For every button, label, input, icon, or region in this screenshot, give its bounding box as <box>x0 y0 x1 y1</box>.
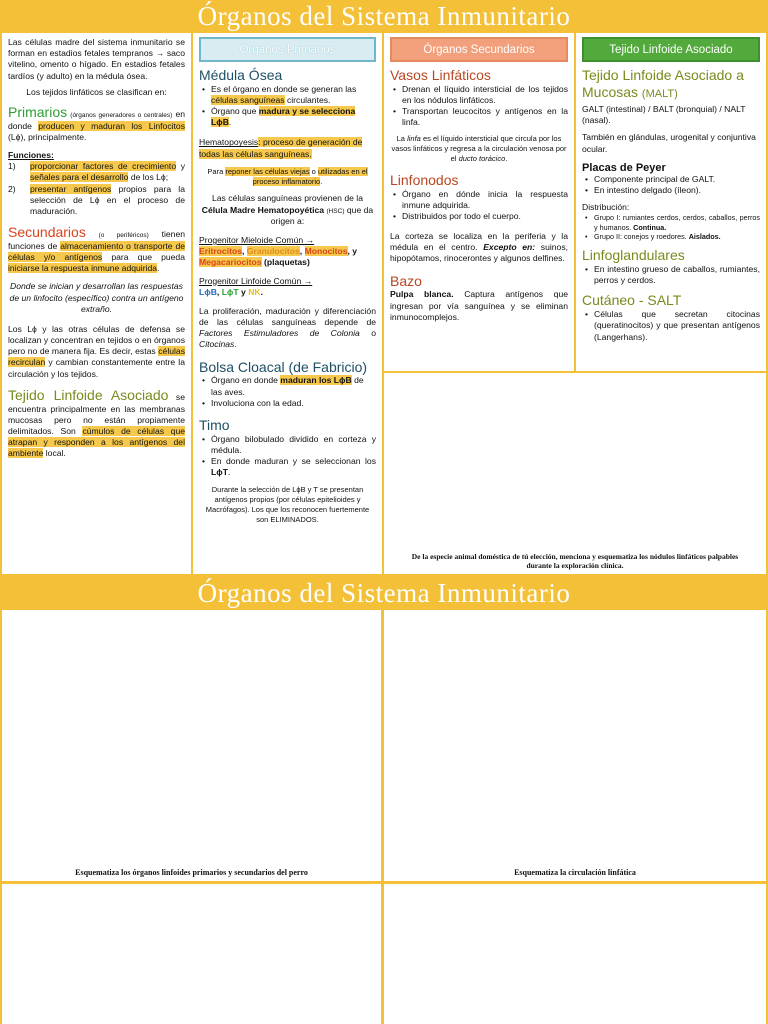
peyer-item: • Componente principal de GALT. <box>582 174 760 185</box>
bolsa-item <box>199 375 376 397</box>
intro-paragraph: Las células madre del sistema inmunitario se forman en estadios fetales tempranos → saco vitelino, omento o hígado. En estadios fetales tardíos (y adulto) en la médula ósea. <box>8 37 185 81</box>
hsc-bold: Célula Madre Hematopoyética <box>201 204 325 215</box>
plaquetas-label: (plaquetas) <box>263 257 310 268</box>
tambien-text: También en glándulas, urogenital y conjuntiva ocular. <box>582 132 756 154</box>
linfoglandulares-list <box>582 264 760 286</box>
salt-list <box>582 309 760 343</box>
grupo-text: Grupo II: conejos y roedores. <box>594 231 687 241</box>
column-primarios <box>193 33 382 574</box>
tla-highlight: cúmulos de células que atrapan y responden a los antígenos del ambiente <box>8 425 185 459</box>
tla-title: Tejido Linfoide Asociado <box>8 386 169 403</box>
vasos-title: Vasos Linfáticos <box>390 67 491 83</box>
funcion-text: de los Lϕ; <box>130 172 169 183</box>
monocitos-label: Monocitos <box>304 246 348 257</box>
reponer-end: . <box>320 176 323 186</box>
timo-item: • En donde maduran y se seleccionan los LϕT. <box>199 456 376 478</box>
salt-title: Cutáneo - SALT <box>582 292 682 309</box>
column-secundarios <box>384 33 574 371</box>
grupo-bold: Continua. <box>633 222 667 232</box>
hsc-note: (HSC) <box>326 207 345 215</box>
primarios-title: Primarios <box>8 103 68 120</box>
lphi-paragraph <box>8 324 185 380</box>
linfa-italic: linfa <box>407 134 421 144</box>
drawing-area-blank-left[interactable] <box>2 884 381 1024</box>
bazo-desc: Captura antígenos que ingresan por vía sanguínea y se eliminan inmunocomplejos. <box>390 289 569 322</box>
hematopoyesis-highlight: : proceso de generación de todas las células sanguíneas. <box>199 137 363 159</box>
primarios-note: (órganos generadores o centrales) <box>70 111 173 119</box>
secundarios-highlight: iniciarse la respuesta inmune adquirida <box>8 263 158 274</box>
medula-item <box>199 106 376 128</box>
primarios-post: (Lϕ), principalmente. <box>8 131 87 142</box>
funciones-list <box>8 161 185 217</box>
mieloide-title: Progenitor Mieloide Común → <box>199 235 315 246</box>
prolif-mid: o <box>371 328 377 339</box>
linfoglandulares-item: • En intestino grueso de caballos, rumiantes, perros y cerdos. <box>582 264 760 286</box>
medula-title: Médula Ósea <box>199 67 283 83</box>
corteza-italic: Excepto en: <box>483 242 536 253</box>
header-primarios: Órganos Primarios <box>199 37 376 62</box>
salt-item: • Células que secretan citocinas (queratinocitos) y que presentan antígenos (Langerhans). <box>582 309 760 343</box>
grupo-item <box>582 213 760 232</box>
linfa-end: ducto torácico <box>458 153 506 163</box>
hsc-pre: Las células sanguíneas provienen de la <box>212 193 363 204</box>
timo-item: • Órgano bilobulado dividido en corteza y médula. <box>199 434 376 456</box>
linfa-mid: es el líquido intersticial que circula por los vasos linfáticos y regresa a la circulación venosa por el <box>391 134 567 163</box>
peyer-item: • En intestino delgado (íleon). <box>582 185 760 196</box>
prolif-pre: La proliferación, maduración y diferenciación de las células sanguíneas depende de <box>199 305 376 328</box>
item-text: Es el órgano en donde se generan las <box>211 83 357 94</box>
linfoide-cells: LϕB, LϕT y NK. <box>199 286 264 297</box>
secundarios-pre: tienen funciones de <box>8 229 186 251</box>
funciones-title: Funciones: <box>8 150 54 160</box>
bazo-title: Bazo <box>390 272 422 289</box>
bazo-bold: Pulpa blanca. <box>390 289 454 300</box>
linfoide-title: Progenitor Linfoide Común → <box>199 275 313 286</box>
medula-list <box>199 84 376 129</box>
funcion-item <box>8 184 185 218</box>
linfonodos-title: Linfonodos <box>390 171 459 188</box>
drawing-area-circulacion[interactable] <box>384 610 766 881</box>
task-nodulos-caption: De la especie animal doméstica de tú elección, menciona y esquematiza los nódulos linfáticos palpables durante la exploración clínica. <box>411 551 739 571</box>
drawing-area-organos-perro[interactable] <box>2 610 381 881</box>
grupo-bold: Aislados. <box>688 231 721 241</box>
funcion-number: 1) <box>8 161 16 172</box>
proliferacion-text: La proliferación, maduración y diferenciación de las células sanguíneas depende de Factores Estimuladores de Colonia o Citocinas. <box>199 305 377 350</box>
item-text: Órgano en donde <box>211 375 278 386</box>
item-highlight: maduran los LϕB <box>280 375 352 386</box>
lphi-highlight: células recirculan <box>8 346 186 368</box>
drawing-area-blank-right[interactable] <box>384 884 766 1024</box>
conj-label: y <box>241 286 246 297</box>
lphi-post: y cambian constantemente entre la circulación y los tejidos. <box>8 357 185 379</box>
item-highlight: madura y se selecciona LϕB <box>211 106 356 128</box>
peyer-list <box>582 174 760 196</box>
item-text: . <box>228 117 232 128</box>
tla-post: local. <box>45 448 66 459</box>
tla-paragraph <box>8 387 185 460</box>
linfoglandulares-title: Linfoglandulares <box>582 247 685 264</box>
hematopoyesis-text <box>199 137 376 159</box>
corteza-post: suinos, hipopótamos, rinocerontes y algunos delfines. <box>390 242 569 264</box>
corteza-text <box>390 231 568 265</box>
item-text: circulantes. <box>286 94 331 105</box>
item-highlight: células sanguíneas <box>211 94 285 105</box>
timo-list <box>199 434 376 479</box>
reponer-highlight: utilizadas en el proceso inflamatorio <box>252 166 368 186</box>
secundarios-highlight: almacenamiento o transporte de células y/o antígenos <box>8 240 186 262</box>
tla-pre: se encuentra principalmente en las membranas mucosas pero no están propiamente delimitados. Son <box>8 391 185 436</box>
mieloide-cells: Eritrocitos, Granulocitos, Monocitos, y Megacariocitos (plaquetas) <box>199 246 358 268</box>
funcion-item <box>8 161 185 183</box>
malt-title <box>582 67 760 101</box>
header-tla: Tejido Linfoide Asociado <box>582 37 760 62</box>
primarios-highlight: producen y maduran los Linfocitos <box>38 120 185 131</box>
medula-item <box>199 84 376 106</box>
timo-note: Durante la selección de LϕB y T se presentan antígenos propios (por células epitelioides y Macrófagos). Los que los reconocen fuertemente son ELIMINADOS. <box>205 485 370 524</box>
megacariocitos-label: Megacariocitos <box>199 257 262 268</box>
hsc-post: que da origen a: <box>270 204 374 226</box>
item-bold: LϕT <box>211 467 228 478</box>
secundarios-title: Secundarios <box>8 224 86 241</box>
corteza-pre: La corteza se localiza en la periferia y la médula en el centro. <box>390 231 568 253</box>
secundarios-mid: para que pueda <box>111 252 185 262</box>
top-banner: Órganos del Sistema Inmunitario <box>0 0 768 32</box>
caption-organos-perro: Esquematiza los órganos linfoides primarios y secundarios del perro <box>75 868 308 877</box>
lt-label: LϕT <box>221 286 239 297</box>
secundarios-note: (o periféricos) <box>98 232 149 240</box>
item-text: Órgano que <box>211 106 257 117</box>
funcion-text: y <box>180 161 186 172</box>
prolif-italic: Citocinas <box>199 339 235 350</box>
drawing-area-nodulos[interactable] <box>384 373 766 574</box>
lb-label: LϕB <box>199 286 217 297</box>
funcion-number: 2) <box>8 183 16 194</box>
linfonodos-list <box>390 189 568 223</box>
granulocitos-label: Granulocitos <box>246 246 300 257</box>
grupo-item <box>582 232 760 241</box>
primarios-pre: en donde <box>8 108 186 131</box>
linfonodos-item: • Distribuidos por todo el cuerpo. <box>390 211 568 222</box>
bazo-text <box>390 289 568 323</box>
funcion-highlight: proporcionar factores de crecimiento <box>30 161 177 172</box>
vasos-item: • Transportan leucocitos y antígenos en la linfa. <box>390 106 568 128</box>
column-tla <box>576 33 766 371</box>
linfonodos-item: • Órgano en dónde inicia la respuesta inmune adquirida. <box>390 189 568 211</box>
malt-abbr: (MALT) <box>641 87 678 100</box>
bolsa-list <box>199 375 376 409</box>
vasos-item: • Drenan el líquido intersticial de los tejidos en los nódulos linfáticos. <box>390 84 568 106</box>
item-text: de las aves. <box>211 375 364 397</box>
funcion-highlight: señales para el desarrollo <box>30 172 129 183</box>
bolsa-title: Bolsa Cloacal (de Fabricio) <box>199 358 368 375</box>
distribucion-list <box>582 213 760 241</box>
reponer-text <box>199 167 376 187</box>
malt-title-text: Tejido Linfoide Asociado a Mucosas <box>582 67 744 100</box>
primarios-paragraph <box>8 104 185 143</box>
lphi-pre: Los Lϕ y las otras células de defensa se localizan y concentran en tejidos o en órganos pero no de manera fija. Es decir, estas <box>8 323 185 357</box>
bottom-banner: Órganos del Sistema Inmunitario <box>0 577 768 609</box>
reponer-pre: Para <box>207 166 224 176</box>
reponer-mid: o <box>311 166 316 176</box>
funcion-text: propios para la selección de Lϕ en el proceso de maduración. <box>30 183 185 216</box>
reponer-highlight: reponer las células viejas <box>225 166 310 176</box>
classify-text: Los tejidos linfáticos se clasifican en: <box>26 86 167 97</box>
prolif-italic: Factores Estimuladores de Colonia <box>199 328 360 339</box>
header-secundarios: Órganos Secundarios <box>390 37 568 62</box>
nk-label: NK <box>248 286 261 297</box>
grupo-text: Grupo I: rumiantes cerdos, cerdos, caballos, perros y humanos. <box>594 213 760 232</box>
secundarios-end: . <box>157 263 160 274</box>
funcion-highlight: presentar antígenos <box>30 183 112 194</box>
vasos-list <box>390 84 568 129</box>
distribucion-title: Distribución: <box>582 202 630 213</box>
eritrocitos-label: Eritrocitos <box>199 246 242 257</box>
bolsa-item: • Involuciona con la edad. <box>199 398 376 409</box>
hematopoyesis-term: Hematopoyesis <box>199 137 259 148</box>
hsc-text <box>199 193 376 227</box>
secundarios-paragraph <box>8 224 185 274</box>
malt-text: GALT (intestinal) / BALT (bronquial) / NALT (nasal). <box>582 103 746 126</box>
caption-circulacion: Esquematiza la circulación linfática <box>514 868 636 877</box>
item-text: En donde maduran y se seleccionan los <box>211 456 376 467</box>
secundarios-italic: Donde se inician y desarrollan las respuestas de un linfocito (específico) contra un antígeno extraño. <box>9 281 184 314</box>
timo-title: Timo <box>199 416 230 433</box>
peyer-title: Placas de Peyer <box>582 161 666 174</box>
column-intro <box>2 33 191 574</box>
linfa-pre: La <box>396 134 405 144</box>
linfa-text: La linfa es el líquido intersticial que circula por los vasos linfáticos y regresa a la circulación venosa por el ducto torácico. <box>391 134 567 163</box>
